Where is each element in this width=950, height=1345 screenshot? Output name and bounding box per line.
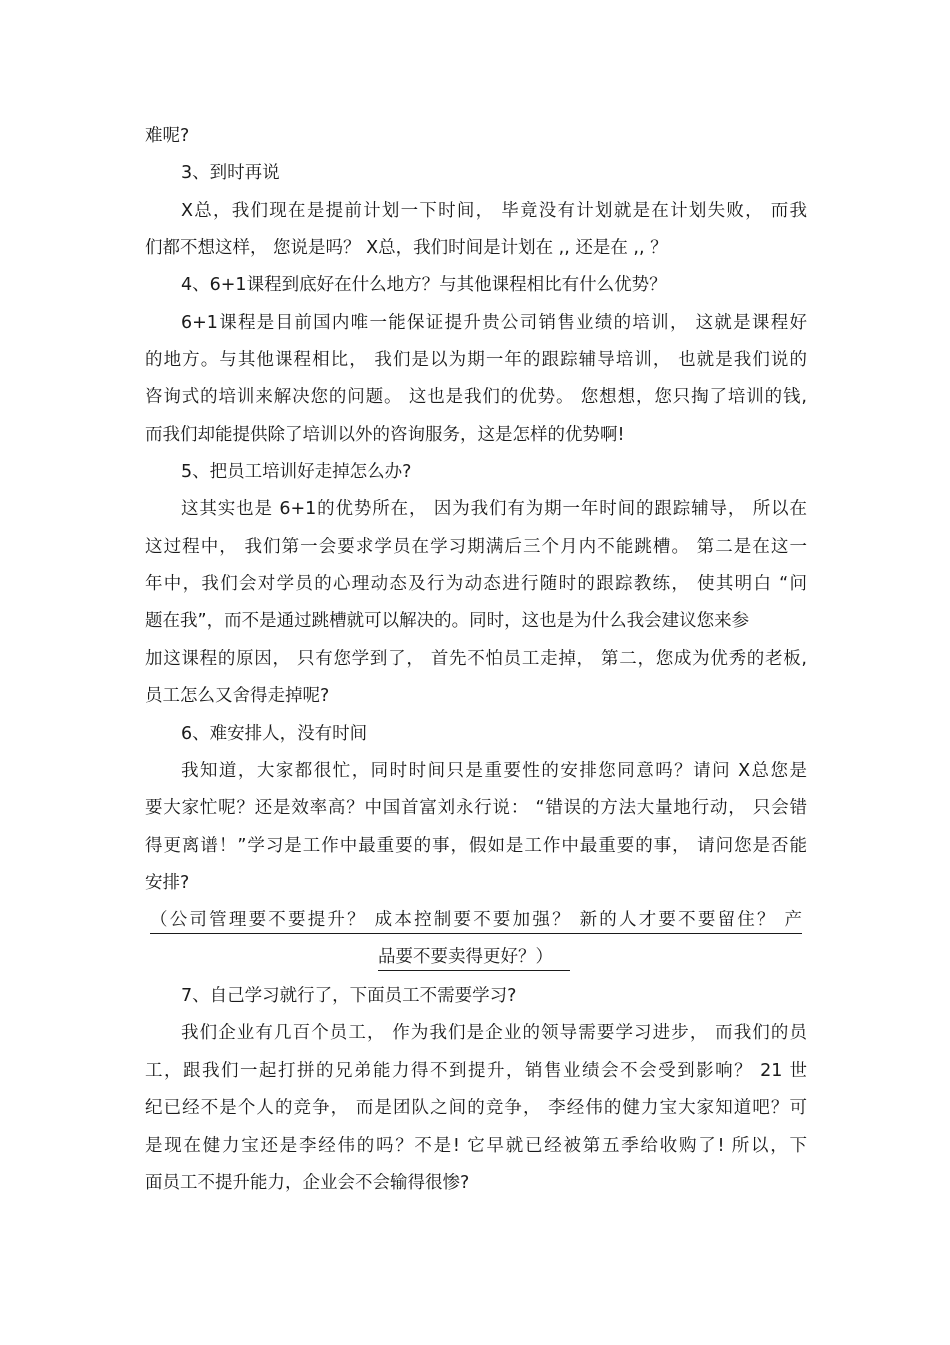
paragraph-line: 我知道，大家都很忙，同时时间只是重要性的安排您同意吗？请问 X总您是 [181,761,807,781]
paragraph-line: X总，我们现在是提前计划一下时间， 毕竟没有计划就是在计划失败， 而我 [181,201,807,221]
paragraph-line: 这过程中， 我们第一会要求学员在学习期满后三个月内不能跳槽。 第二是在这一 [145,537,807,557]
paragraph-line: 纪已经不是个人的竞争， 而是团队之间的竞争， 李经伟的健力宝大家知道吧？可 [145,1098,807,1118]
paragraph-line: 要大家忙呢？还是效率高？中国首富刘永行说： “错误的方法大量地行动， 只会错 [145,798,807,818]
paragraph-line: 得更离谱！”学习是工作中最重要的事，假如是工作中最重要的事， 请问您是否能 [145,836,807,856]
paragraph-line: 们都不想这样， 您说是吗？ X总，我们时间是计划在 ,, 还是在 ,, ？ [145,238,668,258]
paragraph-line: 6+1课程是目前国内唯一能保证提升贵公司销售业绩的培训， 这就是课程好 [181,313,807,333]
paragraph-line: 题在我”，而不是通过跳槽就可以解决的。同时，这也是为什么我会建议您来参 [145,611,750,631]
paragraph-line: 年中，我们会对学员的心理动态及行为动态进行随时的跟踪教练， 使其明白 “问 [145,574,807,594]
paragraph-line: 安排? [145,873,190,893]
paragraph-line: 的地方。与其他课程相比， 我们是以为期一年的跟踪辅导培训， 也就是我们说的 [145,350,807,370]
paragraph-line: 员工怎么又舍得走掉呢? [145,686,330,706]
paragraph-line: 而我们却能提供除了培训以外的咨询服务，这是怎样的优势啊! [145,425,625,445]
note-underline-2 [378,970,570,971]
paragraph-line: 这其实也是 6+1的优势所在， 因为我们有为期一年时间的跟踪辅导， 所以在 [181,499,807,519]
section-heading: 4、6+1课程到底好在什么地方？与其他课程相比有什么优势？ [181,275,667,295]
underlined-note-line-1: （公司管理要不要提升？ 成本控制要不要加强？ 新的人才要不要留住？ 产 [150,910,802,930]
section-heading: 7、自己学习就行了，下面员工不需要学习? [181,986,517,1006]
note-underline-1 [150,933,802,934]
paragraph-line: 是现在健力宝还是李经伟的吗？不是! 它早就已经被第五季给收购了! 所以，下 [145,1136,807,1156]
paragraph-line: 难呢? [145,126,190,146]
paragraph-line: 我们企业有几百个员工， 作为我们是企业的领导需要学习进步， 而我们的员 [181,1023,807,1043]
paragraph-line: 工，跟我们一起打拼的兄弟能力得不到提升，销售业绩会不会受到影响？ 21 世 [145,1061,807,1081]
section-heading: 3、到时再说 [181,163,280,183]
section-heading: 6、难安排人，没有时间 [181,724,368,744]
underlined-note-line-2: 品要不要卖得更好？） [378,947,553,967]
section-heading: 5、把员工培训好走掉怎么办? [181,462,412,482]
paragraph-line: 面员工不提升能力，企业会不会输得很惨? [145,1173,470,1193]
paragraph-line: 咨询式的培训来解决您的问题。 这也是我们的优势。 您想想，您只掏了培训的钱, [145,387,807,407]
paragraph-line: 加这课程的原因， 只有您学到了， 首先不怕员工走掉， 第二，您成为优秀的老板, [145,649,807,669]
